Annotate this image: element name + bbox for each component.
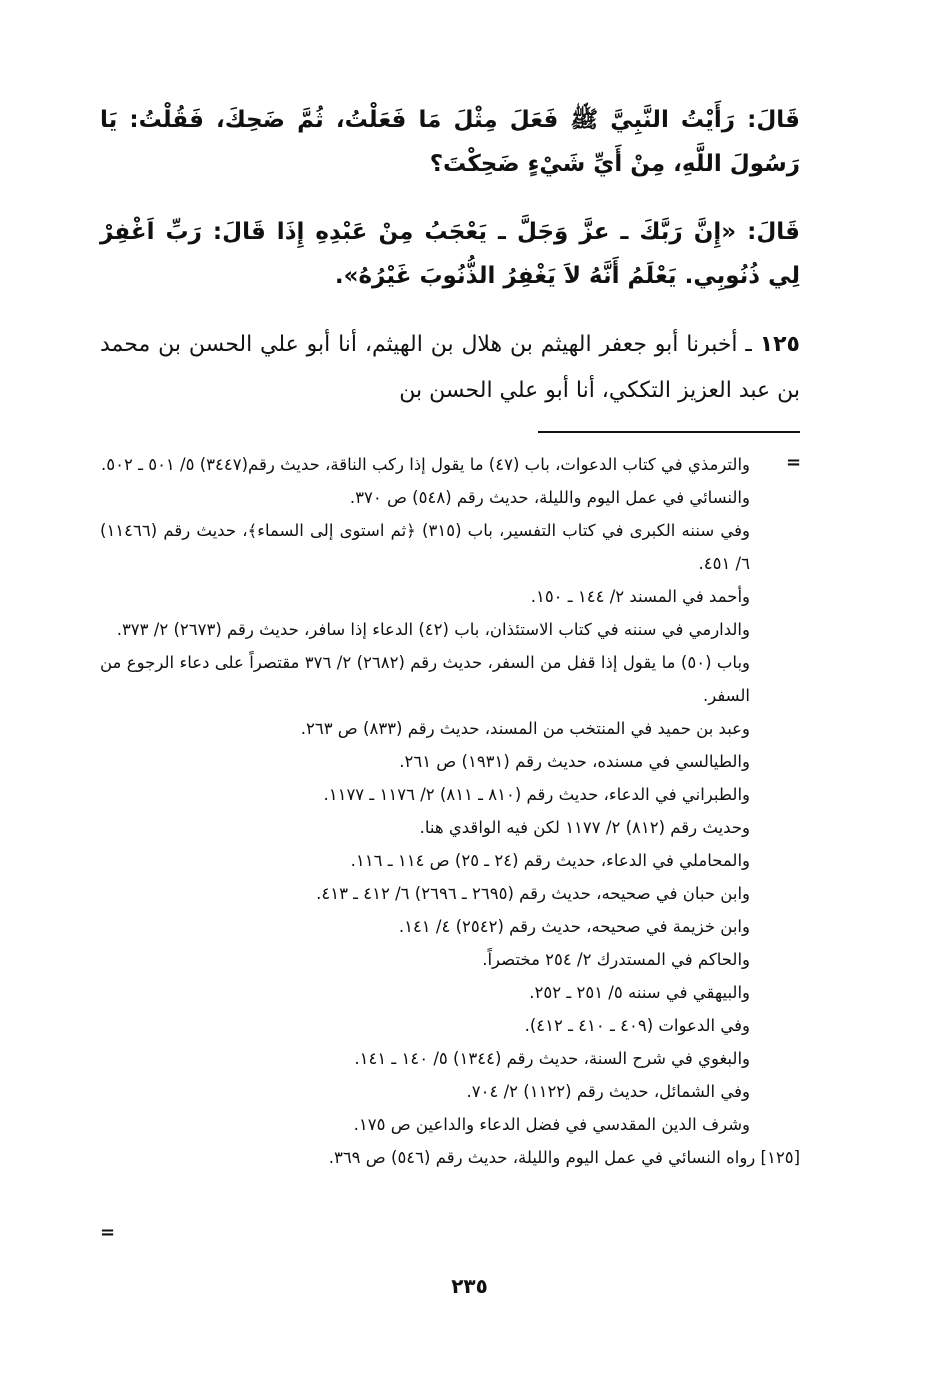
footnote-line: وابن حبان في صحيحه، حديث رقم (٢٦٩٥ ـ ٢٦٩٦) ٦/ ٤١٢ ـ ٤١٣.: [316, 884, 750, 903]
footnote-line: وأحمد في المسند ٢/ ١٤٤ ـ ١٥٠.: [530, 587, 750, 606]
isnad-paragraph: [100, 322, 800, 414]
footnote-line-125: [١٢٥] رواه النسائي في عمل اليوم والليلة، حديث رقم (٥٤٦) ص ٣٦٩.: [328, 1148, 800, 1167]
footnote-line: وفي سننه الكبرى في كتاب التفسير، باب (٣١٥) ﴿ثم استوى إلى السماء﴾، حديث رقم (١١٤٦٦) ٦/ ٤٥١.: [100, 521, 750, 573]
isnad-text: ـ أخبرنا أبو جعفر الهيثم بن هلال بن الهيثم، أنا أبو علي الحسن بن محمد بن عبد العزيز التككي، أنا أبو علي الحسن بن: [100, 332, 800, 403]
page-number: ٢٣٥: [451, 1274, 488, 1298]
footnote-line: وحديث رقم (٨١٢) ٢/ ١١٧٧ لكن فيه الواقدي هنا.: [419, 818, 750, 837]
footnotes: [100, 448, 800, 1174]
footnote-line: والطيالسي في مسنده، حديث رقم (١٩٣١) ص ٢٦١.: [399, 752, 750, 771]
footnote-line: وشرف الدين المقدسي في فضل الدعاء والداعين ص ١٧٥.: [353, 1115, 750, 1134]
footnote-line: والبيهقي في سننه ٥/ ٢٥١ ـ ٢٥٢.: [529, 983, 750, 1002]
footnote-line: وابن خزيمة في صحيحه، حديث رقم (٢٥٤٢) ٤/ ١٤١.: [398, 917, 750, 936]
hadith-text-paragraph-2: قَالَ: «إِنَّ رَبَّكَ ـ عزَّ وَجَلَّ ـ يَعْجَبُ مِنْ عَبْدِهِ إِذَا قَالَ: رَبِّ اَغْفِرْ لِي ذُنُوبِي. يَعْلَمُ أَنَّهُ لاَ يَغْفِرُ الذُّنُوبَ غَيْرُهُ».: [100, 219, 800, 289]
continuation-marker-bottom: =: [100, 1222, 116, 1243]
hadith-text-paragraph-1: قَالَ: رَأَيْتُ النَّبِيَّ ﷺ فَعَلَ مِثْلَ مَا فَعَلْتُ، ثُمَّ ضَحِكَ، فَقُلْتُ: يَا رَسُولَ اللَّهِ، مِنْ أَيِّ شَيْءٍ ضَحِكْتَ؟: [100, 107, 800, 177]
hadith-number: ١٢٥: [759, 332, 800, 357]
footnote-line: وباب (٥٠) ما يقول إذا قفل من السفر، حديث رقم (٢٦٨٢) ٢/ ٣٧٦ مقتصراً على دعاء الرجوع من السفر.: [100, 653, 751, 705]
footnote-divider: [538, 431, 800, 433]
footnote-line: والطبراني في الدعاء، حديث رقم (٨١٠ ـ ٨١١) ٢/ ١١٧٦ ـ ١١٧٧.: [323, 785, 750, 804]
footnote-line: والحاكم في المستدرك ٢/ ٢٥٤ مختصراً.: [482, 950, 750, 969]
footnote-line: والدارمي في سننه في كتاب الاستئذان، باب (٤٢) الدعاء إذا سافر، حديث رقم (٢٦٧٣) ٢/ ٣٧٣.: [116, 620, 750, 639]
footnote-line: وفي الشمائل، حديث رقم (١١٢٢) ٢/ ٧٠٤.: [466, 1082, 750, 1101]
continuation-marker-top: =: [786, 452, 802, 473]
footnote-line: والمحاملي في الدعاء، حديث رقم (٢٤ ـ ٢٥) ص ١١٤ ـ ١١٦.: [350, 851, 750, 870]
footnote-line: والترمذي في كتاب الدعوات، باب (٤٧) ما يقول إذا ركب الناقة، حديث رقم(٣٤٤٧) ٥/ ٥٠١ ـ ٥٠٢.: [101, 455, 750, 474]
footnote-line: والنسائي في عمل اليوم والليلة، حديث رقم (٥٤٨) ص ٣٧٠.: [349, 488, 750, 507]
footnote-line: وعبد بن حميد في المنتخب من المسند، حديث رقم (٨٣٣) ص ٢٦٣.: [300, 719, 750, 738]
footnote-line: وفي الدعوات (٤٠٩ ـ ٤١٠ ـ ٤١٢).: [524, 1016, 750, 1035]
footnote-line: والبغوي في شرح السنة، حديث رقم (١٣٤٤) ٥/ ١٤٠ ـ ١٤١.: [354, 1049, 750, 1068]
